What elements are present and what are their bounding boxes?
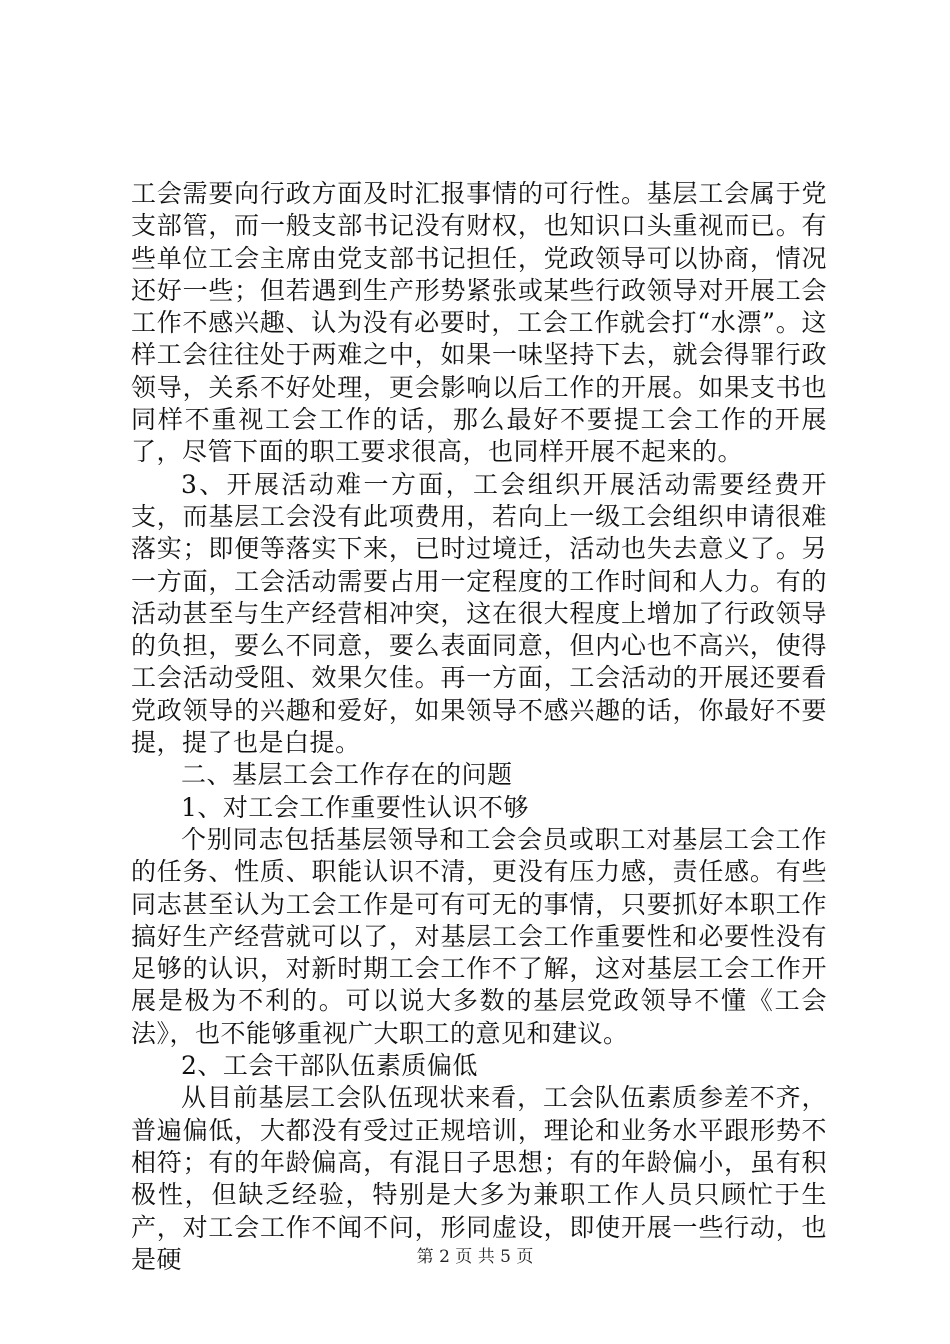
paragraph-1: 工会需要向行政方面及时汇报事情的可行性。基层工会属于党支部管，而一般支部书记没有财权，也知识口头重视而已。有些单位工会主席由党支部书记担任，党政领导可以协商，情况还好一些；但若遇到生产形势紧张或某些行政领导对开展工会工作不感兴趣、认为没有必要时，工会工作就会打“水漂”。这样工会往往处于两难之中，如果一味坚持下去，就会得罪行政领导，关系不好处理，更会影响以后工作的开展。如果支书也同样不重视工会工作的话，那么最好不要提工会工作的开展了，尽管下面的职工要求很高，也同样开展不起来的。 (131, 179, 827, 467)
document-body (131, 178, 827, 1276)
subsection-heading-2: 2、工会干部队伍素质偏低 (181, 1051, 478, 1081)
section-heading: 二、基层工会工作存在的问题 (181, 760, 513, 790)
paragraph-4: 从目前基层工会队伍现状来看，工会队伍素质参差不齐，普遍偏低，大都没有受过正规培训，理论和业务水平跟形势不相符；有的年龄偏高，有混日子思想；有的年龄偏小，虽有积极性，但缺乏经验，特别是大多为兼职工作人员只顾忙于生产，对工会工作不闻不问，形同虚设，即使开展一些行动，也是硬 (131, 1083, 827, 1274)
subsection-heading-1: 1、对工会工作重要性认识不够 (181, 792, 529, 822)
paragraph-2: 3、开展活动难一方面，工会组织开展活动需要经费开支，而基层工会没有此项费用，若向上一级工会组织申请很难落实；即便等落实下来，已时过境迁，活动也失去意义了。另一方面，工会活动需要占用一定程度的工作时间和人力。有的活动甚至与生产经营相冲突，这在很大程度上增加了行政领导的负担，要么不同意，要么表面同意，但内心也不高兴，使得工会活动受阻、效果欠佳。再一方面，工会活动的开展还要看党政领导的兴趣和爱好，如果领导不感兴趣的话，你最好不要提，提了也是白提。 (131, 469, 827, 758)
paragraph-3: 个别同志包括基层领导和工会会员或职工对基层工会工作的任务、性质、职能认识不清，更没有压力感，责任感。有些同志甚至认为工会工作是可有可无的事情，只要抓好本职工作搞好生产经营就可以了，对基层工会工作重要性和必要性没有足够的认识，对新时期工会工作不了解，这对基层工会工作开展是极为不利的。可以说大多数的基层党政领导不懂《工会法》，也不能够重视广大职工的意见和建议。 (131, 824, 827, 1048)
page-number-footer: 第 2 页 共 5 页 (416, 1247, 534, 1267)
